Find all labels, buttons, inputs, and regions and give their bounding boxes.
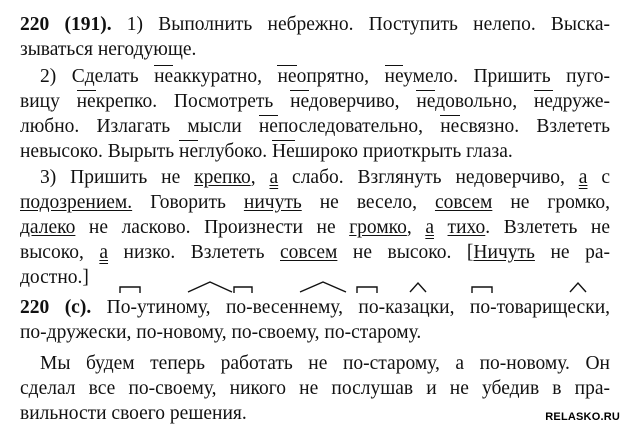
exc-line-1: 220 (с). По-утиному, по-весеннему, по-казацки, по-товарищески, <box>20 297 610 318</box>
ex191-p2-line-1: 2) Сделать неаккуратно, неопрятно, неумело. Пришить пуго- <box>40 66 611 87</box>
underlined-word: а <box>425 217 434 238</box>
underlined-word: а <box>269 167 279 188</box>
prefix-mark <box>357 287 377 293</box>
prefix-mark <box>234 287 252 293</box>
ex191-p2-line-3: любно. Излагать мысли непоследовательно, несвязно. Взлететь <box>20 116 611 137</box>
underlined-word: а <box>99 242 109 263</box>
ex191-p3-line-5: достно.] <box>20 267 89 288</box>
underlined-word: Ничуть <box>473 242 535 263</box>
prefix-ne: не <box>76 91 96 112</box>
prefix-ne: Не <box>272 141 295 162</box>
exc-sentence-3: вильности своего решения. <box>20 403 247 424</box>
root-mark <box>300 282 346 292</box>
underlined-word: громко <box>349 217 407 238</box>
ex191-line-2: зываться негодующе. <box>20 39 197 60</box>
prefix-ne: не <box>440 116 460 137</box>
ex191-line-1: 220 (191). 1) Выполнить небрежно. Поступить нелепо. Выска- <box>20 14 610 35</box>
prefix-ne: не <box>384 66 404 87</box>
ex191-p3-line-3: далеко не ласково. Произнести не громко, а тихо. Взлететь не <box>20 217 611 238</box>
underlined-word: совсем <box>434 192 493 213</box>
underlined-word: ничуть <box>243 192 302 213</box>
prefix-ne: не <box>416 91 436 112</box>
ex191-p3-line-2: подозрением. Говорить ничуть не весело, совсем не громко, <box>20 192 611 213</box>
exc-sentence-1: Мы будем теперь работать не по-старому, а по-новому. Он <box>40 353 610 374</box>
ex191-p2-line-4: невысоко. Вырыть неглубоко. Нешироко приоткрыть глаза. <box>20 141 513 162</box>
suffix-mark <box>410 283 426 292</box>
underlined-word: тихо <box>447 217 486 238</box>
underlined-word: подозрением. <box>20 192 133 213</box>
exc-heading: 220 (с). <box>20 297 92 318</box>
ex191-heading: 220 (191). <box>20 14 112 35</box>
prefix-ne: не <box>179 141 199 162</box>
underlined-word: а <box>578 167 588 188</box>
root-mark <box>188 282 232 292</box>
exc-line-2: по-дружески, по-новому, по-своему, по-старому. <box>20 322 422 343</box>
prefix-ne: не <box>258 116 278 137</box>
underlined-word: далеко <box>20 217 76 238</box>
ex191-p3-line-4: высоко, а низко. Взлететь совсем не высоко. [Ничуть не ра- <box>20 242 610 263</box>
ex191-p2-line-2: вицу некрепко. Посмотреть недоверчиво, недовольно, недруже- <box>20 91 610 112</box>
prefix-ne: не <box>290 91 309 112</box>
watermark: RELASKO.RU <box>545 411 620 423</box>
prefix-ne: не <box>154 66 174 87</box>
prefix-mark <box>120 287 140 293</box>
prefix-ne: не <box>533 91 553 112</box>
prefix-mark <box>472 287 492 293</box>
prefix-ne: не <box>277 66 297 87</box>
underlined-word: крепко <box>194 167 251 188</box>
suffix-mark <box>570 283 586 292</box>
ex191-p3-line-1: 3) Пришить не крепко, а слабо. Взглянуть недоверчиво, а с <box>40 167 611 188</box>
underlined-word: совсем <box>280 242 338 263</box>
exc-sentence-2: сделал все по-своему, никого не послушав и не убедив в пра- <box>20 378 610 399</box>
